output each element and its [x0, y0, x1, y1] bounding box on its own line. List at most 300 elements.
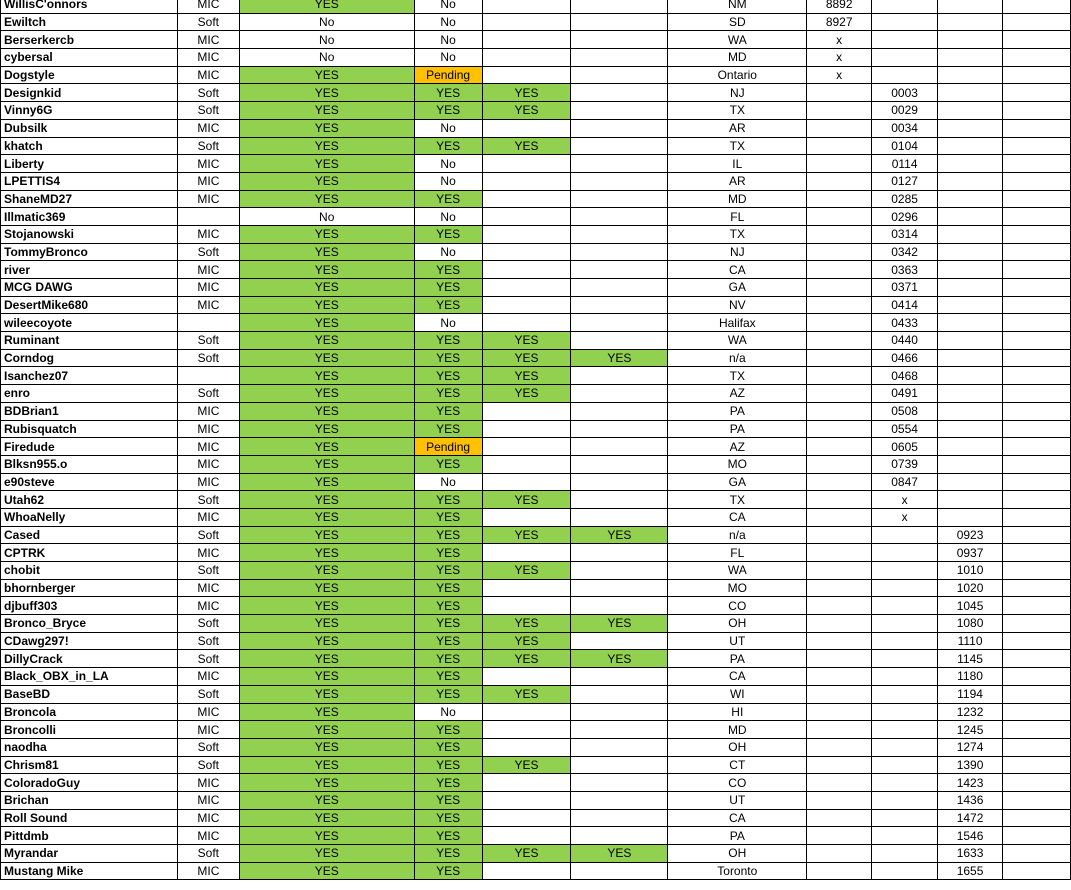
cell-col-k[interactable]: [1003, 155, 1071, 173]
cell-username[interactable]: Chrism81: [1, 756, 178, 774]
cell-col-d[interactable]: YES: [414, 508, 482, 526]
cell-col-e[interactable]: YES: [482, 84, 571, 102]
cell-col-i[interactable]: x: [872, 491, 938, 509]
cell-col-h[interactable]: [807, 562, 872, 580]
cell-col-i[interactable]: 0314: [872, 225, 938, 243]
cell-col-c[interactable]: No: [239, 49, 414, 67]
cell-col-i[interactable]: [872, 0, 938, 13]
cell-location[interactable]: FL: [668, 544, 807, 562]
cell-col-e[interactable]: [482, 208, 571, 226]
cell-col-f[interactable]: [571, 703, 668, 721]
cell-col-d[interactable]: YES: [414, 420, 482, 438]
cell-col-j[interactable]: 1633: [938, 845, 1003, 863]
cell-col-j[interactable]: [938, 13, 1003, 31]
cell-col-k[interactable]: [1003, 84, 1071, 102]
cell-col-h[interactable]: [807, 208, 872, 226]
cell-mic-type[interactable]: MIC: [177, 774, 239, 792]
cell-col-e[interactable]: [482, 420, 571, 438]
cell-col-c[interactable]: No: [239, 31, 414, 49]
cell-username[interactable]: ColoradoGuy: [1, 774, 178, 792]
cell-col-c[interactable]: YES: [239, 562, 414, 580]
cell-col-d[interactable]: YES: [414, 279, 482, 297]
cell-col-d[interactable]: No: [414, 703, 482, 721]
cell-col-j[interactable]: [938, 402, 1003, 420]
cell-location[interactable]: CA: [668, 261, 807, 279]
cell-username[interactable]: enro: [1, 385, 178, 403]
cell-col-j[interactable]: [938, 508, 1003, 526]
cell-col-e[interactable]: [482, 296, 571, 314]
cell-col-c[interactable]: YES: [239, 190, 414, 208]
cell-col-j[interactable]: [938, 438, 1003, 456]
cell-location[interactable]: NJ: [668, 84, 807, 102]
cell-col-i[interactable]: [872, 597, 938, 615]
cell-username[interactable]: ShaneMD27: [1, 190, 178, 208]
cell-col-f[interactable]: [571, 385, 668, 403]
cell-col-e[interactable]: [482, 13, 571, 31]
cell-col-e[interactable]: [482, 66, 571, 84]
cell-location[interactable]: SD: [668, 13, 807, 31]
cell-username[interactable]: Myrandar: [1, 845, 178, 863]
cell-col-k[interactable]: [1003, 703, 1071, 721]
cell-col-h[interactable]: [807, 721, 872, 739]
cell-col-i[interactable]: [872, 615, 938, 633]
cell-col-j[interactable]: [938, 49, 1003, 67]
cell-col-h[interactable]: [807, 190, 872, 208]
cell-col-e[interactable]: [482, 579, 571, 597]
cell-col-j[interactable]: 1180: [938, 668, 1003, 686]
cell-mic-type[interactable]: MIC: [177, 862, 239, 880]
cell-col-d[interactable]: No: [414, 473, 482, 491]
cell-col-c[interactable]: YES: [239, 66, 414, 84]
cell-mic-type[interactable]: Soft: [177, 385, 239, 403]
cell-username[interactable]: TommyBronco: [1, 243, 178, 261]
cell-col-f[interactable]: [571, 84, 668, 102]
cell-col-f[interactable]: [571, 261, 668, 279]
cell-location[interactable]: AR: [668, 172, 807, 190]
cell-mic-type[interactable]: MIC: [177, 668, 239, 686]
cell-col-i[interactable]: 0034: [872, 119, 938, 137]
cell-col-c[interactable]: YES: [239, 0, 414, 13]
cell-col-c[interactable]: YES: [239, 402, 414, 420]
cell-col-d[interactable]: YES: [414, 791, 482, 809]
cell-username[interactable]: Broncola: [1, 703, 178, 721]
cell-col-i[interactable]: 0554: [872, 420, 938, 438]
cell-mic-type[interactable]: MIC: [177, 0, 239, 13]
cell-col-h[interactable]: [807, 650, 872, 668]
cell-mic-type[interactable]: MIC: [177, 66, 239, 84]
cell-col-e[interactable]: YES: [482, 632, 571, 650]
cell-col-f[interactable]: [571, 172, 668, 190]
cell-col-j[interactable]: 1145: [938, 650, 1003, 668]
cell-col-c[interactable]: YES: [239, 756, 414, 774]
cell-col-e[interactable]: YES: [482, 562, 571, 580]
cell-col-e[interactable]: [482, 791, 571, 809]
cell-location[interactable]: CA: [668, 508, 807, 526]
cell-col-j[interactable]: [938, 119, 1003, 137]
cell-col-j[interactable]: [938, 455, 1003, 473]
cell-col-j[interactable]: 1472: [938, 809, 1003, 827]
cell-col-j[interactable]: [938, 190, 1003, 208]
cell-col-d[interactable]: YES: [414, 261, 482, 279]
cell-col-e[interactable]: [482, 402, 571, 420]
cell-col-f[interactable]: [571, 0, 668, 13]
cell-location[interactable]: NM: [668, 0, 807, 13]
cell-col-i[interactable]: 0285: [872, 190, 938, 208]
cell-col-e[interactable]: YES: [482, 526, 571, 544]
cell-username[interactable]: wileecoyote: [1, 314, 178, 332]
cell-col-j[interactable]: [938, 102, 1003, 120]
cell-col-h[interactable]: [807, 845, 872, 863]
cell-col-e[interactable]: YES: [482, 385, 571, 403]
cell-col-i[interactable]: [872, 632, 938, 650]
cell-col-i[interactable]: 0296: [872, 208, 938, 226]
cell-col-c[interactable]: YES: [239, 349, 414, 367]
cell-col-d[interactable]: No: [414, 172, 482, 190]
cell-col-i[interactable]: [872, 774, 938, 792]
cell-col-e[interactable]: [482, 809, 571, 827]
cell-username[interactable]: khatch: [1, 137, 178, 155]
cell-col-e[interactable]: [482, 190, 571, 208]
cell-col-h[interactable]: [807, 102, 872, 120]
cell-location[interactable]: TX: [668, 491, 807, 509]
cell-col-k[interactable]: [1003, 438, 1071, 456]
cell-location[interactable]: MD: [668, 49, 807, 67]
cell-username[interactable]: e90steve: [1, 473, 178, 491]
cell-col-d[interactable]: Pending: [414, 438, 482, 456]
cell-location[interactable]: AZ: [668, 385, 807, 403]
cell-col-e[interactable]: [482, 225, 571, 243]
cell-col-f[interactable]: [571, 473, 668, 491]
cell-location[interactable]: WA: [668, 31, 807, 49]
cell-mic-type[interactable]: MIC: [177, 190, 239, 208]
cell-mic-type[interactable]: MIC: [177, 827, 239, 845]
cell-col-h[interactable]: [807, 685, 872, 703]
cell-col-f[interactable]: YES: [571, 650, 668, 668]
cell-col-i[interactable]: [872, 562, 938, 580]
cell-mic-type[interactable]: MIC: [177, 809, 239, 827]
cell-col-k[interactable]: [1003, 738, 1071, 756]
cell-col-i[interactable]: [872, 526, 938, 544]
cell-col-c[interactable]: YES: [239, 597, 414, 615]
cell-col-e[interactable]: [482, 508, 571, 526]
cell-username[interactable]: naodha: [1, 738, 178, 756]
cell-username[interactable]: Broncolli: [1, 721, 178, 739]
cell-username[interactable]: cybersal: [1, 49, 178, 67]
cell-col-e[interactable]: [482, 738, 571, 756]
cell-mic-type[interactable]: MIC: [177, 225, 239, 243]
cell-col-f[interactable]: [571, 119, 668, 137]
cell-col-j[interactable]: [938, 367, 1003, 385]
cell-col-h[interactable]: [807, 703, 872, 721]
cell-col-j[interactable]: [938, 420, 1003, 438]
cell-col-i[interactable]: 0104: [872, 137, 938, 155]
cell-username[interactable]: Illmatic369: [1, 208, 178, 226]
cell-mic-type[interactable]: Soft: [177, 102, 239, 120]
cell-col-k[interactable]: [1003, 862, 1071, 880]
cell-col-d[interactable]: YES: [414, 102, 482, 120]
cell-col-j[interactable]: [938, 385, 1003, 403]
cell-location[interactable]: CA: [668, 668, 807, 686]
cell-col-e[interactable]: YES: [482, 137, 571, 155]
cell-col-k[interactable]: [1003, 615, 1071, 633]
cell-col-e[interactable]: YES: [482, 685, 571, 703]
cell-col-k[interactable]: [1003, 420, 1071, 438]
cell-col-f[interactable]: [571, 632, 668, 650]
cell-location[interactable]: AR: [668, 119, 807, 137]
cell-location[interactable]: CO: [668, 597, 807, 615]
cell-col-i[interactable]: 0847: [872, 473, 938, 491]
cell-username[interactable]: Ewiltch: [1, 13, 178, 31]
cell-col-e[interactable]: YES: [482, 756, 571, 774]
cell-col-c[interactable]: YES: [239, 544, 414, 562]
cell-col-j[interactable]: [938, 261, 1003, 279]
cell-col-k[interactable]: [1003, 845, 1071, 863]
cell-col-i[interactable]: [872, 703, 938, 721]
cell-col-k[interactable]: [1003, 756, 1071, 774]
cell-col-h[interactable]: [807, 279, 872, 297]
cell-col-j[interactable]: [938, 208, 1003, 226]
cell-col-c[interactable]: YES: [239, 243, 414, 261]
cell-col-j[interactable]: [938, 332, 1003, 350]
cell-location[interactable]: GA: [668, 473, 807, 491]
cell-col-i[interactable]: [872, 31, 938, 49]
cell-col-d[interactable]: YES: [414, 296, 482, 314]
cell-col-e[interactable]: [482, 314, 571, 332]
cell-col-c[interactable]: YES: [239, 261, 414, 279]
cell-col-i[interactable]: [872, 862, 938, 880]
cell-col-j[interactable]: 1080: [938, 615, 1003, 633]
cell-username[interactable]: LPETTIS4: [1, 172, 178, 190]
cell-col-c[interactable]: No: [239, 13, 414, 31]
cell-col-c[interactable]: YES: [239, 845, 414, 863]
cell-col-j[interactable]: [938, 84, 1003, 102]
cell-col-k[interactable]: [1003, 579, 1071, 597]
cell-col-c[interactable]: YES: [239, 703, 414, 721]
cell-col-h[interactable]: [807, 526, 872, 544]
cell-mic-type[interactable]: MIC: [177, 261, 239, 279]
cell-col-d[interactable]: YES: [414, 721, 482, 739]
cell-col-f[interactable]: YES: [571, 526, 668, 544]
cell-location[interactable]: WI: [668, 685, 807, 703]
cell-col-c[interactable]: YES: [239, 721, 414, 739]
cell-col-i[interactable]: [872, 544, 938, 562]
cell-location[interactable]: TX: [668, 137, 807, 155]
cell-col-c[interactable]: YES: [239, 491, 414, 509]
cell-col-c[interactable]: YES: [239, 650, 414, 668]
cell-col-k[interactable]: [1003, 526, 1071, 544]
cell-col-h[interactable]: [807, 332, 872, 350]
cell-col-c[interactable]: YES: [239, 862, 414, 880]
cell-col-h[interactable]: [807, 756, 872, 774]
cell-col-k[interactable]: [1003, 455, 1071, 473]
cell-col-c[interactable]: YES: [239, 526, 414, 544]
cell-username[interactable]: Berserkercb: [1, 31, 178, 49]
cell-col-f[interactable]: YES: [571, 349, 668, 367]
cell-location[interactable]: GA: [668, 279, 807, 297]
cell-location[interactable]: MD: [668, 190, 807, 208]
cell-col-d[interactable]: No: [414, 155, 482, 173]
cell-location[interactable]: TX: [668, 225, 807, 243]
cell-col-i[interactable]: [872, 49, 938, 67]
cell-col-f[interactable]: [571, 225, 668, 243]
cell-username[interactable]: Isanchez07: [1, 367, 178, 385]
cell-col-j[interactable]: 1232: [938, 703, 1003, 721]
cell-col-i[interactable]: [872, 827, 938, 845]
cell-username[interactable]: Designkid: [1, 84, 178, 102]
cell-col-j[interactable]: [938, 279, 1003, 297]
cell-col-h[interactable]: [807, 420, 872, 438]
cell-username[interactable]: Corndog: [1, 349, 178, 367]
cell-col-d[interactable]: No: [414, 49, 482, 67]
cell-col-i[interactable]: 0414: [872, 296, 938, 314]
cell-col-d[interactable]: YES: [414, 367, 482, 385]
cell-col-f[interactable]: [571, 102, 668, 120]
cell-col-d[interactable]: YES: [414, 402, 482, 420]
cell-location[interactable]: IL: [668, 155, 807, 173]
cell-username[interactable]: CDawg297!: [1, 632, 178, 650]
cell-col-d[interactable]: YES: [414, 137, 482, 155]
cell-col-d[interactable]: YES: [414, 809, 482, 827]
cell-col-d[interactable]: YES: [414, 774, 482, 792]
cell-col-i[interactable]: [872, 579, 938, 597]
cell-col-e[interactable]: [482, 0, 571, 13]
cell-col-e[interactable]: [482, 473, 571, 491]
cell-col-k[interactable]: [1003, 190, 1071, 208]
cell-col-j[interactable]: [938, 314, 1003, 332]
cell-location[interactable]: OH: [668, 615, 807, 633]
cell-mic-type[interactable]: Soft: [177, 13, 239, 31]
cell-mic-type[interactable]: Soft: [177, 332, 239, 350]
cell-location[interactable]: UT: [668, 632, 807, 650]
cell-col-i[interactable]: 0605: [872, 438, 938, 456]
cell-col-h[interactable]: [807, 349, 872, 367]
cell-col-k[interactable]: [1003, 225, 1071, 243]
cell-location[interactable]: OH: [668, 845, 807, 863]
cell-username[interactable]: djbuff303: [1, 597, 178, 615]
cell-col-f[interactable]: [571, 243, 668, 261]
cell-col-h[interactable]: [807, 172, 872, 190]
cell-col-h[interactable]: [807, 615, 872, 633]
cell-col-f[interactable]: [571, 774, 668, 792]
cell-mic-type[interactable]: MIC: [177, 420, 239, 438]
cell-col-h[interactable]: [807, 119, 872, 137]
cell-col-j[interactable]: [938, 172, 1003, 190]
cell-col-h[interactable]: [807, 597, 872, 615]
cell-col-k[interactable]: [1003, 650, 1071, 668]
cell-col-e[interactable]: [482, 455, 571, 473]
cell-location[interactable]: TX: [668, 367, 807, 385]
cell-col-e[interactable]: [482, 703, 571, 721]
cell-col-f[interactable]: [571, 66, 668, 84]
cell-col-e[interactable]: YES: [482, 349, 571, 367]
cell-col-e[interactable]: [482, 827, 571, 845]
cell-col-d[interactable]: YES: [414, 615, 482, 633]
cell-mic-type[interactable]: Soft: [177, 756, 239, 774]
cell-username[interactable]: WhoaNelly: [1, 508, 178, 526]
cell-col-i[interactable]: 0440: [872, 332, 938, 350]
cell-col-c[interactable]: YES: [239, 791, 414, 809]
cell-col-d[interactable]: No: [414, 314, 482, 332]
cell-col-f[interactable]: [571, 721, 668, 739]
cell-col-f[interactable]: [571, 455, 668, 473]
cell-location[interactable]: n/a: [668, 526, 807, 544]
cell-col-j[interactable]: [938, 473, 1003, 491]
cell-location[interactable]: PA: [668, 402, 807, 420]
cell-location[interactable]: AZ: [668, 438, 807, 456]
cell-col-k[interactable]: [1003, 385, 1071, 403]
cell-col-h[interactable]: [807, 402, 872, 420]
cell-col-j[interactable]: 1020: [938, 579, 1003, 597]
cell-col-h[interactable]: [807, 668, 872, 686]
cell-mic-type[interactable]: Soft: [177, 650, 239, 668]
cell-username[interactable]: BDBrian1: [1, 402, 178, 420]
cell-col-d[interactable]: Pending: [414, 66, 482, 84]
cell-mic-type[interactable]: MIC: [177, 473, 239, 491]
cell-mic-type[interactable]: MIC: [177, 721, 239, 739]
cell-col-c[interactable]: YES: [239, 314, 414, 332]
cell-col-h[interactable]: x: [807, 66, 872, 84]
cell-mic-type[interactable]: MIC: [177, 597, 239, 615]
cell-col-j[interactable]: 1390: [938, 756, 1003, 774]
cell-location[interactable]: NJ: [668, 243, 807, 261]
cell-col-d[interactable]: No: [414, 119, 482, 137]
cell-col-f[interactable]: [571, 13, 668, 31]
cell-col-e[interactable]: [482, 774, 571, 792]
cell-col-i[interactable]: 0363: [872, 261, 938, 279]
cell-col-j[interactable]: [938, 137, 1003, 155]
cell-col-h[interactable]: [807, 225, 872, 243]
cell-col-k[interactable]: [1003, 243, 1071, 261]
cell-location[interactable]: CA: [668, 809, 807, 827]
cell-col-e[interactable]: [482, 261, 571, 279]
cell-col-k[interactable]: [1003, 685, 1071, 703]
cell-col-c[interactable]: YES: [239, 119, 414, 137]
cell-col-d[interactable]: No: [414, 13, 482, 31]
cell-col-k[interactable]: [1003, 774, 1071, 792]
cell-username[interactable]: Vinny6G: [1, 102, 178, 120]
cell-col-c[interactable]: YES: [239, 827, 414, 845]
cell-col-k[interactable]: [1003, 314, 1071, 332]
cell-col-f[interactable]: [571, 544, 668, 562]
cell-col-i[interactable]: [872, 13, 938, 31]
cell-col-f[interactable]: [571, 49, 668, 67]
cell-col-j[interactable]: 1546: [938, 827, 1003, 845]
cell-mic-type[interactable]: MIC: [177, 402, 239, 420]
cell-col-h[interactable]: [807, 827, 872, 845]
cell-col-j[interactable]: [938, 243, 1003, 261]
cell-username[interactable]: Pittdmb: [1, 827, 178, 845]
cell-mic-type[interactable]: MIC: [177, 172, 239, 190]
cell-col-h[interactable]: [807, 632, 872, 650]
cell-col-k[interactable]: [1003, 791, 1071, 809]
cell-col-i[interactable]: 0371: [872, 279, 938, 297]
cell-col-c[interactable]: YES: [239, 172, 414, 190]
cell-col-k[interactable]: [1003, 349, 1071, 367]
cell-col-k[interactable]: [1003, 721, 1071, 739]
cell-col-f[interactable]: [571, 685, 668, 703]
cell-col-c[interactable]: YES: [239, 615, 414, 633]
cell-username[interactable]: CPTRK: [1, 544, 178, 562]
cell-col-j[interactable]: 0937: [938, 544, 1003, 562]
cell-col-c[interactable]: YES: [239, 473, 414, 491]
cell-username[interactable]: bhornberger: [1, 579, 178, 597]
cell-location[interactable]: WA: [668, 562, 807, 580]
cell-mic-type[interactable]: Soft: [177, 845, 239, 863]
cell-col-f[interactable]: [571, 827, 668, 845]
cell-col-c[interactable]: YES: [239, 508, 414, 526]
cell-mic-type[interactable]: MIC: [177, 119, 239, 137]
cell-col-i[interactable]: 0508: [872, 402, 938, 420]
